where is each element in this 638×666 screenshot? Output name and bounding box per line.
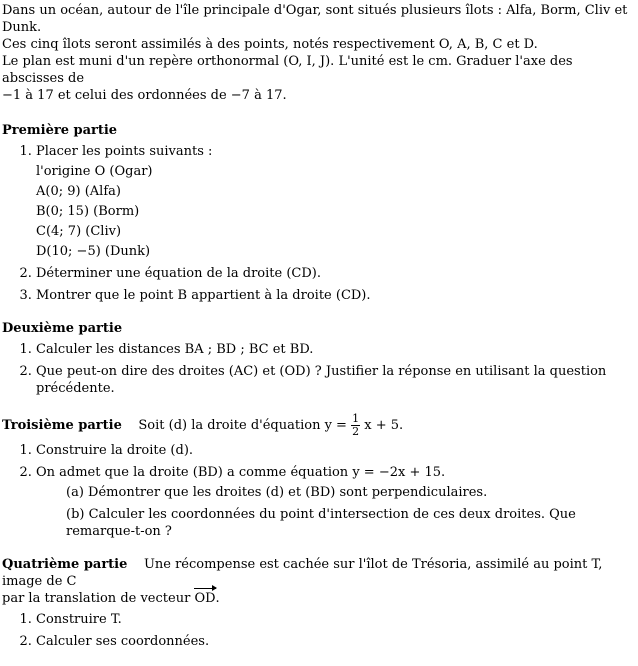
list-item: 1. Construire T. <box>36 611 636 628</box>
sub-list-item <box>66 484 636 501</box>
vector-od: OD <box>194 591 216 606</box>
part-3-lead: Soit (d) la droite d'équation y = <box>138 418 347 433</box>
intro-line: −1 à 17 et celui des ordonnées de −7 à 17. <box>2 88 287 103</box>
point-item: B(0; 15) (Borm) <box>36 204 140 219</box>
point-item: A(0; 9) (Alfa) <box>36 184 121 199</box>
fraction <box>351 413 360 438</box>
part-1-title: Première partie <box>2 123 118 138</box>
list-item: 1. Construire la droite (d). <box>36 442 636 459</box>
exercise-page <box>2 2 636 666</box>
sub-item-text: Calculer les coordonnées du point d'intersection de ces deux droites. Que remarque-t-on ? <box>66 507 576 539</box>
part-2-list <box>2 341 636 397</box>
part-3-lead-end: x + 5. <box>364 418 404 433</box>
fraction-numerator: 1 <box>352 412 360 425</box>
part-3-list <box>2 442 636 540</box>
point-item: D(10; −5) (Dunk) <box>36 244 151 259</box>
part-3 <box>2 413 636 540</box>
list-item: 3. Montrer que le point B appartient à la droite (CD). <box>36 287 636 304</box>
part-1-list <box>2 143 636 304</box>
list-item <box>36 143 636 260</box>
part-4-title: Quatrième partie <box>2 557 128 572</box>
sub-item-text: Démontrer que les droites (d) et (BD) sont perpendiculaires. <box>88 485 488 500</box>
part-1 <box>2 122 636 304</box>
list-item: 2. Calculer ses coordonnées. <box>36 633 636 650</box>
intro-line: Le plan est muni d'un repère orthonormal (O, I, J). L'unité est le cm. Graduer l'axe des abscisses de <box>2 54 573 86</box>
list-item-text: Placer les points suivants : <box>36 144 213 159</box>
sub-item-label: (a) <box>66 485 84 500</box>
points-list <box>36 163 636 260</box>
part-4-list <box>2 611 636 650</box>
part-3-title: Troisième partie <box>2 418 122 433</box>
part-4-lead-2: par la translation de vecteur <box>2 591 191 606</box>
list-item <box>36 464 636 540</box>
part-3-heading <box>2 413 636 438</box>
list-item: 1. Calculer les distances BA ; BD ; BC et BD. <box>36 341 636 358</box>
list-item: 2. Déterminer une équation de la droite (CD). <box>36 265 636 282</box>
point-item: C(4; 7) (Cliv) <box>36 224 122 239</box>
list-item-text: On admet que la droite (BD) a comme équation y = −2x + 15. <box>36 465 446 480</box>
sub-item-label: (b) <box>66 507 85 522</box>
part-2 <box>2 320 636 397</box>
list-item: 2. Que peut-on dire des droites (AC) et (OD) ? Justifier la réponse en utilisant la question précédente. <box>36 363 636 397</box>
intro-line: Ces cinq îlots seront assimilés à des points, notés respectivement O, A, B, C et D. <box>2 37 538 52</box>
part-4-lead: Une récompense est cachée sur l'îlot de Trésoria, assimilé au point T, image de C <box>2 557 603 589</box>
point-item: l'origine O (Ogar) <box>36 164 153 179</box>
intro-paragraph <box>2 2 636 104</box>
part-2-title: Deuxième partie <box>2 321 123 336</box>
intro-line: Dans un océan, autour de l'île principale d'Ogar, sont situés plusieurs îlots : Alfa, Borm, Cliv et Dunk. <box>2 3 628 35</box>
part-4-lead-2-end: . <box>215 591 220 606</box>
part-4-heading <box>2 556 636 607</box>
part-3-sublist <box>36 484 636 540</box>
part-4 <box>2 556 636 650</box>
sub-list-item <box>66 506 636 540</box>
fraction-denominator: 2 <box>352 425 360 438</box>
